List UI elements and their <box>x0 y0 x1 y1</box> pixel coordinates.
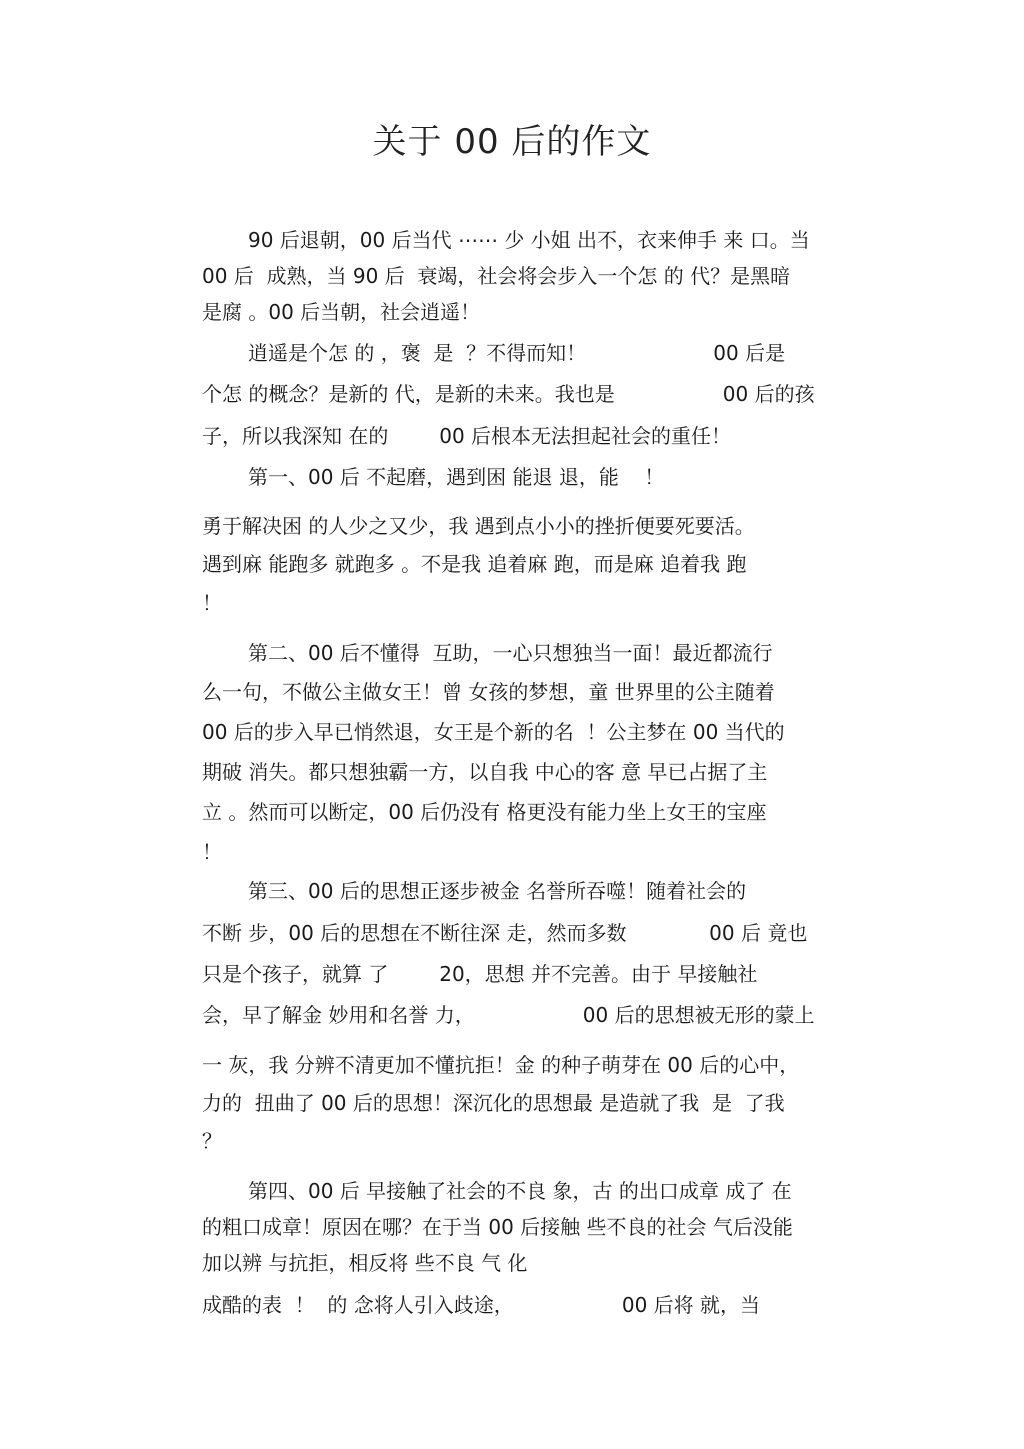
text-line: 一 灰，我 分辨不清更加不懂抗拒！金 的种子萌芽在 00 后的心中， <box>202 1053 800 1077</box>
text-line: 第四、00 后 早接触了社会的不良 象，古 的出口成章 成了 在 <box>248 1179 792 1203</box>
text-line: 00 后 成熟，当 90 后 衰竭，社会将会步入一个怎 的 代？是黑暗 <box>202 264 791 288</box>
text-line: 力的 扭曲了 00 后的思想！深沉化的思想最 是造就了我 是 了我 <box>202 1091 785 1115</box>
text-line: 子，所以我深知 在的 00 后根本无法担起社会的重任！ <box>202 424 732 448</box>
text-line: 不断 步，00 后的思想在不断往深 走，然而多数 00 后 竟也 <box>202 921 808 945</box>
text-line: ！ <box>202 591 222 615</box>
text-line: 么一句，不做公主做女王！曾 女孩的梦想，童 世界里的公主随着 <box>202 680 775 704</box>
text-line: 立 。然而可以断定，00 后仍没有 格更没有能力坐上女王的宝座 <box>202 800 767 824</box>
text-line: 勇于解决困 的人少之又少，我 遇到点小小的挫折便要死要活。 <box>202 514 755 538</box>
text-line: 加以辨 与抗拒，相反将 些不良 气 化 <box>202 1251 528 1275</box>
text-line: 个怎 的概念？是新的 代，是新的未来。我也是 00 后的孩 <box>202 382 815 406</box>
text-line: 的粗口成章！原因在哪？在于当 00 后接触 些不良的社会 气后没能 <box>202 1215 793 1239</box>
text-line: 成酷的表 ！ 的 念将人引入歧途， 00 后将 就，当 <box>202 1293 761 1317</box>
text-line: 第一、00 后 不起磨，遇到困 能退 退，能 ！ <box>248 465 665 489</box>
text-line: 期破 消失。都只想独霸一方，以自我 中心的客 意 早已占据了主 <box>202 760 768 784</box>
text-line: ？ <box>202 1129 222 1153</box>
text-line: ！ <box>202 840 222 864</box>
document-title: 关于 00 后的作文 <box>372 122 652 162</box>
text-line: 逍遥是个怎 的 ，褒 是 ？不得而知！ 00 后是 <box>248 341 786 365</box>
text-line: 90 后退朝，00 后当代 ⋯⋯ 少 小姐 出不，衣来伸手 来 口。当 <box>248 228 810 252</box>
text-line: 00 后的步入早已悄然退，女王是个新的名 ！公主梦在 00 当代的 <box>202 720 785 744</box>
text-line: 只是个孩子，就算 了 20，思想 并不完善。由于 早接触社 <box>202 962 758 986</box>
text-line: 遇到麻 能跑多 就跑多 。不是我 追着麻 跑，而是麻 追着我 跑 <box>202 552 747 576</box>
text-line: 第二、00 后不懂得 互助，一心只想独当一面！最近都流行 <box>248 641 773 665</box>
text-line: 是腐 。00 后当朝，社会逍遥！ <box>202 300 481 324</box>
text-line: 会，早了解金 妙用和名誉 力， 00 后的思想被无形的蒙上 <box>202 1003 815 1027</box>
text-line: 第三、00 后的思想正逐步被金 名誉所吞噬！随着社会的 <box>248 879 747 903</box>
